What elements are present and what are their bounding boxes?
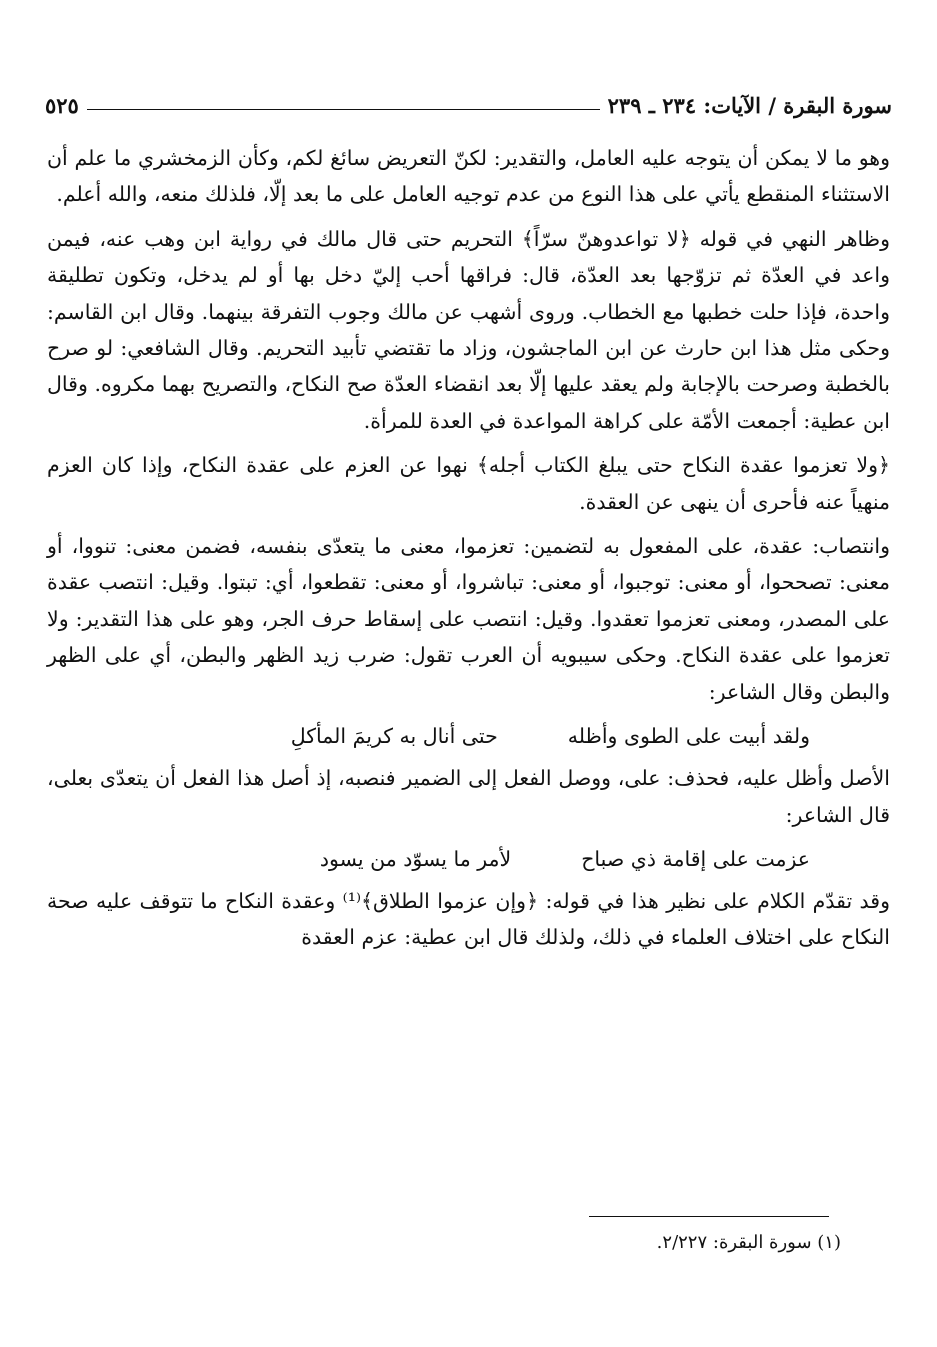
verse-1-first-hemistich: ولقد أبيت على الطوى وأظله: [567, 724, 810, 749]
footnote-separator: [589, 1216, 829, 1217]
paragraph-4: وانتصاب: عقدة، على المفعول به لتضمين: تعزموا، معنى ما يتعدّى بنفسه، فضمن معنى: تنووا، أو معنى: تصححوا، أو معنى: توجبوا، أو معنى: تباشروا، أو معنى: تقطعوا، أي: تبتوا. وقيل: انتصب عقدة على المصدر، ومعنى تعزموا تعقدوا. وقيل: انتصب على إسقاط حرف الجر، وهو على هذا التقدير: ولا تعزموا على عقدة النكاح. وحكى سيبويه أن العرب تقول: ضرب زيد الظهر والبطن، أي على الظهر والبطن وقال الشاعر:: [47, 534, 890, 704]
page-header: [45, 82, 892, 118]
paragraph-1: وهو ما لا يمكن أن يتوجه عليه العامل، والتقدير: لكنّ التعريض سائغ لكم، وكأن الزمخشري ما علم أن الاستثناء المنقطع يأتي على هذا النوع من عدم توجيه العامل على ما بعد إلّا، فلذلك منعه، والله أعلم.: [47, 146, 890, 207]
verse-2-second-hemistich: لأمر ما يسوّد من يسود: [319, 846, 512, 871]
paragraph-2: وظاهر النهي في قوله ﴿لا تواعدوهنّ سرّاً﴾ التحريم حتى قال مالك في رواية ابن وهب عنه، فيمن واعد في العدّة ثم تزوّجها بعد العدّة، قال: فراقها أحب إليّ دخل بها أو لم يدخل، وتكون تطليقة واحدة، فإذا حلت خطبها مع الخطاب. وروى أشهب عن مالك وجوب التفرقة بينهما. وقال ابن القاسم: وحكى مثل هذا ابن حارث عن ابن الماجشون، وزاد ما تقتضي تأبيد التحريم. وقال الشافعي: لو صرح بالخطبة وصرحت بالإجابة ولم يعقد عليها إلّا بعد انقضاء العدّة صح النكاح، والتصريح بهما مكروه. وقال ابن عطية: أجمعت الأمّة على كراهة المواعدة في العدة للمرأة.: [47, 226, 890, 433]
footnote: (١) سورة البقرة: ٢/٢٢٧.: [656, 1232, 841, 1253]
verse-2-first-hemistich: عزمت على إقامة ذي صباح: [581, 846, 810, 871]
paragraph-6: وقد تقدّم الكلام على نظير هذا في قوله: ﴿وإن عزموا الطلاق﴾⁽¹⁾ وعقدة النكاح ما تتوقف عليه صحة النكاح على اختلاف العلماء في ذلك، ولذلك قال ابن عطية: عزم العقدة: [47, 888, 890, 950]
page-number: ٥٢٥: [45, 93, 79, 118]
running-head: سورة البقرة / الآيات: ٢٣٤ ـ ٢٣٩: [607, 93, 892, 118]
paragraph-3: ﴿ولا تعزموا عقدة النكاح حتى يبلغ الكتاب أجله﴾ نهوا عن العزم على عقدة النكاح، وإذا كان العزم منهياً عنه فأحرى أن ينهى عن العقدة.: [47, 453, 890, 514]
paragraph-5: الأصل وأظل عليه، فحذف: على، ووصل الفعل إلى الضمير فنصبه، إذ أصل هذا الفعل أن يتعدّى بعلى، قال الشاعر:: [47, 766, 890, 827]
verse-1: [47, 710, 890, 760]
verse-2: [47, 833, 890, 883]
verse-1-second-hemistich: حتى أنال به كريمَ المأكلِ: [290, 724, 498, 749]
header-rule: [87, 109, 600, 110]
page-body: [47, 140, 890, 956]
